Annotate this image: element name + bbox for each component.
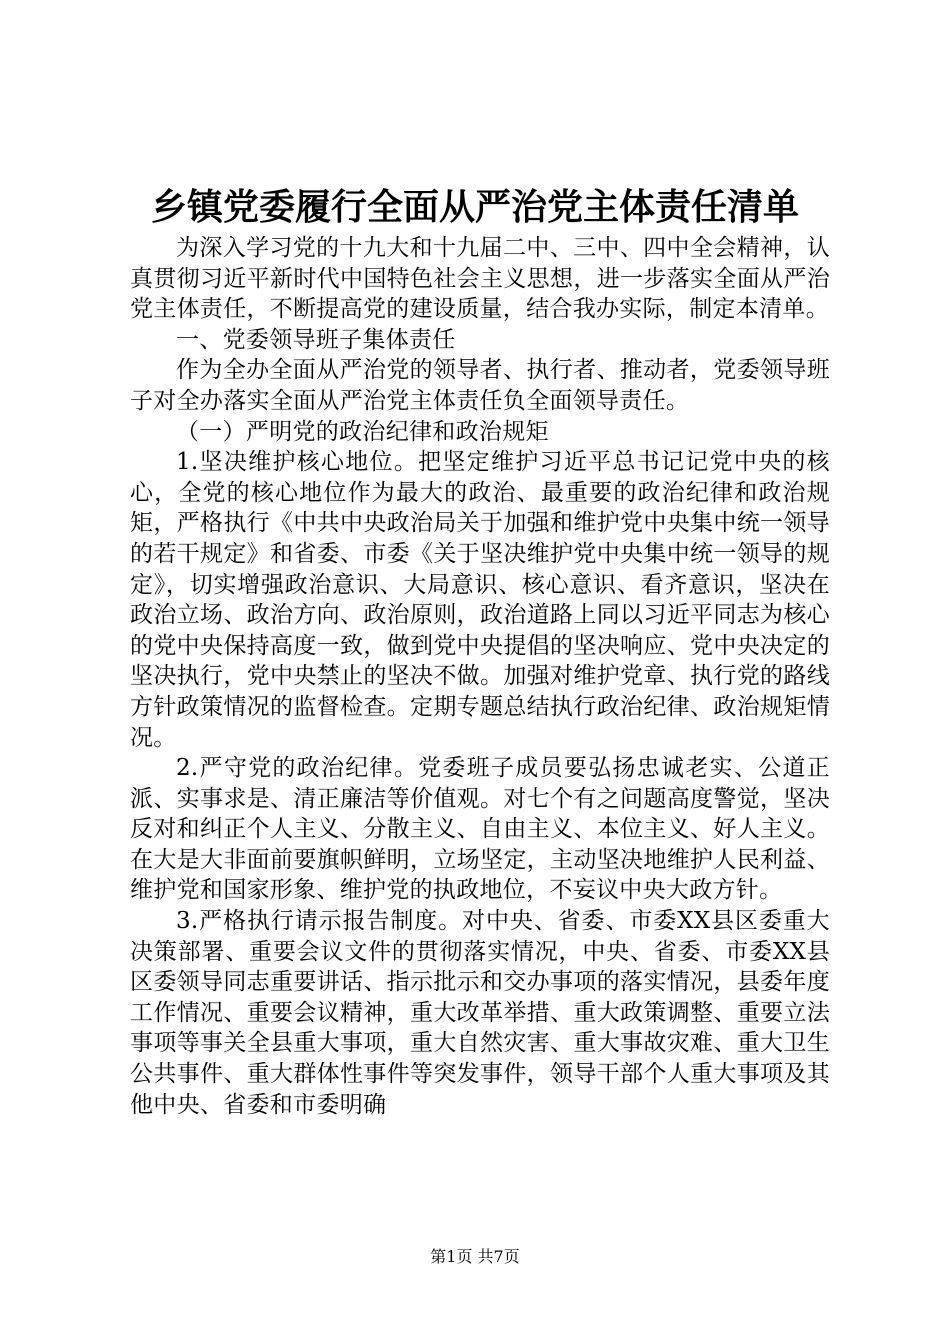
- item-paragraph-1: 1.坚决维护核心地位。把坚定维护习近平总书记记党中央的核心，全党的核心地位作为最大的政治、最重要的政治纪律和政治规矩，严格执行《中共中央政治局关于加强和维护党中央集中统一领导的若干规定》和省委、市委《关于坚决维护党中央集中统一领导的规定》，切实增强政治意识、大局意识、核心意识、看齐意识，坚决在政治立场、政治方向、政治原则，政治道路上同以习近平同志为核心的党中央保持高度一致，做到党中央提倡的坚决响应、党中央决定的坚决执行，党中央禁止的坚决不做。加强对维护党章、执行党的路线方针政策情况的监督检查。定期专题总结执行政治纪律、政治规矩情况。: [130, 449, 830, 751]
- document-body: [130, 233, 830, 1120]
- document-title: 乡镇党委履行全面从严治党主体责任清单: [150, 186, 799, 228]
- item-paragraph-3: 3.严格执行请示报告制度。对中央、省委、市委XX县区委重大决策部署、重要会议文件的贯彻落实情况，中央、省委、市委XX县区委领导同志重要讲话、指示批示和交办事项的落实情况，县委年度工作情况、重要会议精神，重大改革举措、重大政策调整、重要立法事项等事关全县重大事项，重大自然灾害、重大事故灾难、重大卫生公共事件、重大群体性事件等突发事件，领导干部个人重大事项及其他中央、省委和市委明确: [130, 908, 830, 1118]
- page-footer: 第1页 共7页: [430, 1247, 520, 1266]
- section-heading: 一、党委领导班子集体责任: [176, 326, 456, 353]
- intro-paragraph: 为深入学习党的十九大和十九届二中、三中、四中全会精神，认真贯彻习近平新时代中国特色社会主义思想，进一步落实全面从严治党主体责任，不断提高党的建设质量，结合我办实际，制定本清单。: [130, 235, 830, 323]
- body-paragraph: 作为全办全面从严治党的领导者、执行者、推动者，党委领导班子对全办落实全面从严治党主体责任负全面领导责任。: [130, 357, 830, 414]
- item-paragraph-2: 2.严守党的政治纪律。党委班子成员要弘扬忠诚老实、公道正派、实事求是、清正廉洁等价值观。对七个有之问题高度警觉，坚决反对和纠正个人主义、分散主义、自由主义、本位主义、好人主义。在大是大非面前要旗帜鲜明，立场坚定，主动坚决地维护人民利益、维护党和国家形象、维护党的执政地位，不妄议中央大政方针。: [130, 755, 830, 904]
- subsection-heading: （一）严明党的政治纪律和政治规矩: [176, 418, 549, 445]
